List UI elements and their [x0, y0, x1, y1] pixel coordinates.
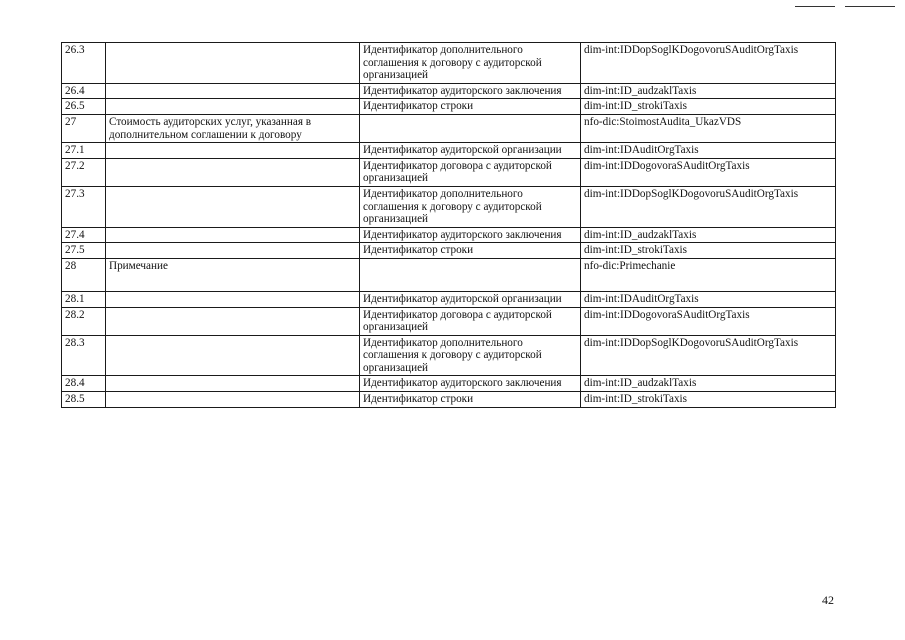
header-rule	[845, 6, 895, 7]
identifier-label-cell: Идентификатор аудиторского заключения	[360, 227, 581, 243]
row-number-cell: 27.4	[62, 227, 106, 243]
page-number: 42	[822, 593, 834, 607]
taxonomy-table	[61, 42, 836, 408]
table-row	[62, 143, 836, 159]
row-number-cell: 27.3	[62, 186, 106, 227]
taxonomy-code-cell: dim-int:IDDopSoglKDogovoruSAuditOrgTaxis	[581, 43, 836, 84]
identifier-label-cell: Идентификатор аудиторской организации	[360, 291, 581, 307]
description-cell	[106, 83, 360, 99]
taxonomy-code-cell: dim-int:IDDopSoglKDogovoruSAuditOrgTaxis	[581, 186, 836, 227]
table-row	[62, 158, 836, 186]
table-row	[62, 258, 836, 291]
taxonomy-code-cell: dim-int:IDDogovoraSAuditOrgTaxis	[581, 307, 836, 335]
table-body	[62, 43, 836, 408]
description-cell: Стоимость аудиторских услуг, указанная в дополнительном соглашении к договору	[106, 114, 360, 142]
row-number-cell: 27.5	[62, 243, 106, 259]
row-number-cell: 26.5	[62, 99, 106, 115]
description-cell	[106, 143, 360, 159]
taxonomy-code-cell: dim-int:IDAuditOrgTaxis	[581, 143, 836, 159]
row-number-cell: 28.1	[62, 291, 106, 307]
taxonomy-code-cell: dim-int:ID_audzaklTaxis	[581, 83, 836, 99]
table-row	[62, 376, 836, 392]
row-number-cell: 28	[62, 258, 106, 291]
description-cell	[106, 376, 360, 392]
taxonomy-code-cell: dim-int:ID_audzaklTaxis	[581, 376, 836, 392]
table-row	[62, 83, 836, 99]
table-row	[62, 227, 836, 243]
table-row	[62, 291, 836, 307]
description-cell	[106, 99, 360, 115]
identifier-label-cell: Идентификатор договора с аудиторской организацией	[360, 307, 581, 335]
taxonomy-code-cell: dim-int:IDDopSoglKDogovoruSAuditOrgTaxis	[581, 335, 836, 376]
taxonomy-code-cell: dim-int:ID_audzaklTaxis	[581, 227, 836, 243]
table-row	[62, 392, 836, 408]
taxonomy-code-cell: dim-int:ID_strokiTaxis	[581, 99, 836, 115]
table-row	[62, 335, 836, 376]
identifier-label-cell: Идентификатор дополнительного соглашения к договору с аудиторской организацией	[360, 186, 581, 227]
taxonomy-code-cell: nfo-dic:StoimostAudita_UkazVDS	[581, 114, 836, 142]
taxonomy-code-cell: dim-int:IDDogovoraSAuditOrgTaxis	[581, 158, 836, 186]
identifier-label-cell: Идентификатор аудиторского заключения	[360, 83, 581, 99]
table-row	[62, 43, 836, 84]
table-row	[62, 99, 836, 115]
table-row	[62, 307, 836, 335]
identifier-label-cell: Идентификатор дополнительного соглашения к договору с аудиторской организацией	[360, 335, 581, 376]
taxonomy-code-cell: dim-int:IDAuditOrgTaxis	[581, 291, 836, 307]
row-number-cell: 28.4	[62, 376, 106, 392]
row-number-cell: 28.3	[62, 335, 106, 376]
identifier-label-cell: Идентификатор строки	[360, 243, 581, 259]
description-cell: Примечание	[106, 258, 360, 291]
identifier-label-cell: Идентификатор строки	[360, 392, 581, 408]
taxonomy-code-cell: nfo-dic:Primechanie	[581, 258, 836, 291]
row-number-cell: 26.3	[62, 43, 106, 84]
description-cell	[106, 243, 360, 259]
identifier-label-cell: Идентификатор аудиторской организации	[360, 143, 581, 159]
description-cell	[106, 158, 360, 186]
row-number-cell: 26.4	[62, 83, 106, 99]
identifier-label-cell: Идентификатор аудиторского заключения	[360, 376, 581, 392]
header-rule	[795, 6, 835, 7]
identifier-label-cell	[360, 258, 581, 291]
description-cell	[106, 307, 360, 335]
identifier-label-cell: Идентификатор дополнительного соглашения к договору с аудиторской организацией	[360, 43, 581, 84]
table-row	[62, 243, 836, 259]
table-row	[62, 114, 836, 142]
description-cell	[106, 227, 360, 243]
description-cell	[106, 335, 360, 376]
row-number-cell: 28.5	[62, 392, 106, 408]
row-number-cell: 28.2	[62, 307, 106, 335]
row-number-cell: 27.1	[62, 143, 106, 159]
table-row	[62, 186, 836, 227]
row-number-cell: 27.2	[62, 158, 106, 186]
description-cell	[106, 186, 360, 227]
taxonomy-code-cell: dim-int:ID_strokiTaxis	[581, 243, 836, 259]
description-cell	[106, 291, 360, 307]
description-cell	[106, 43, 360, 84]
identifier-label-cell: Идентификатор договора с аудиторской организацией	[360, 158, 581, 186]
identifier-label-cell	[360, 114, 581, 142]
identifier-label-cell: Идентификатор строки	[360, 99, 581, 115]
taxonomy-code-cell: dim-int:ID_strokiTaxis	[581, 392, 836, 408]
row-number-cell: 27	[62, 114, 106, 142]
description-cell	[106, 392, 360, 408]
